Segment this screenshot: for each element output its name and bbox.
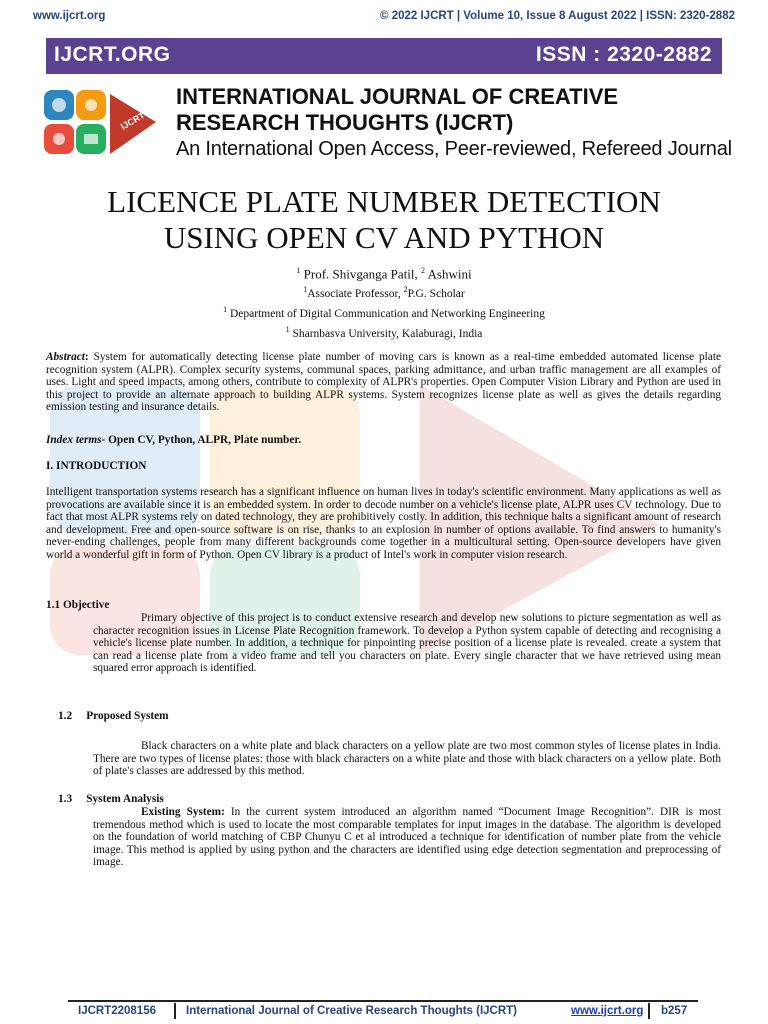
journal-title (176, 84, 736, 136)
paper-title-line1: LICENCE PLATE NUMBER DETECTION (107, 184, 661, 219)
journal-banner (46, 38, 722, 74)
paper-title (40, 184, 728, 256)
objective-paragraph: Primary objective of this project is to conduct extensive research and develop new solutions to picture segmentation as well as character recognition issues in License Plate Recognition framework. To develop a Python system capable of detecting and recognising a vehicle's license plate number. In addition, a technique for pinpointing precise position of a license plate is revealed. create a system that can read a license plate from a video frame and tell you characters on plate. Every single character that we have retrieved using mean squared error approach is identified. (93, 612, 721, 674)
banner-site: IJCRT.ORG (54, 43, 171, 66)
footer-paper-id: IJCRT2208156 (78, 1005, 156, 1017)
header-website[interactable]: www.ijcrt.org (33, 10, 106, 22)
author-roles: $^1$Associate Professor, $^2$P.G. Scholar (303, 285, 465, 301)
header-issue-info: © 2022 IJCRT | Volume 10, Issue 8 August 2022 | ISSN: 2320-2882 (380, 10, 735, 22)
paper-title-line2: USING OPEN CV AND PYTHON (163, 220, 605, 255)
journal-logo (38, 82, 168, 168)
proposed-paragraph: Black characters on a white plate and black characters on a yellow plate are two most common styles of license plates in India. There are two types of license plates: those with black characters on a white plate and those with black characters on a yellow plate. Both of plate's classes are addressed by this method. (93, 740, 721, 777)
page-footer (68, 1000, 698, 1020)
section-heading-proposed: 1.2 Proposed System (58, 710, 169, 722)
abstract: Abstract: System for automatically detecting license plate number of moving cars is known as a real-time embedded automated license plate recognition system (ALPR). Complex security systems, communal spaces, parking admittance, and urban traffic management are all examples of uses. Light and speed impacts, among others, contribute to complexity of ALPR's properties. Open Computer Vision Library and Python are used in this project to provide an alternate approach to building ALPR systems. System recognizes license plate as well as gives the details regarding emission testing and insurance details. (46, 351, 721, 413)
footer-url[interactable]: www.ijcrt.org (571, 1005, 644, 1017)
page-header (33, 10, 735, 26)
banner-issn: ISSN : 2320-2882 (535, 43, 712, 66)
logo-text: IJCRT (119, 110, 147, 132)
section-heading-analysis: 1.3 System Analysis (58, 793, 164, 805)
author-block (40, 263, 728, 342)
author-department: $^1$ Department of Digital Communication and Networking Engineering (223, 305, 545, 320)
index-terms-text: Open CV, Python, ALPR, Plate number. (105, 434, 302, 446)
section-heading-objective: 1.1 Objective (46, 599, 110, 611)
analysis-paragraph (93, 806, 721, 869)
journal-title-line1: INTERNATIONAL JOURNAL OF CREATIVE (176, 84, 619, 109)
journal-subtitle: An International Open Access, Peer-reviewed, Refereed Journal (176, 138, 732, 160)
abstract-label: Abstract (46, 351, 85, 363)
index-terms (46, 434, 721, 447)
existing-system-text: In the current system introduced an algorithm named “Document Image Recognition”. DIR is most tremendous method which is used to locate the most comparable templates for input images in the database. The algorithm is developed on the foundation of world matching of CBP Chunyu C et al introduced a technique for identification of number plate from the vehicle image. This method is applied by using python and the characters are identified using edge detection segmentation and preprocessing of image. (93, 806, 721, 868)
index-terms-label: Index terms- (46, 434, 106, 446)
section-heading-intro: I. INTRODUCTION (46, 460, 147, 472)
journal-title-line2: RESEARCH THOUGHTS (IJCRT) (176, 110, 514, 135)
existing-system-label: Existing System: (141, 806, 225, 818)
footer-page: b257 (661, 1005, 688, 1017)
abstract-text: System for automatically detecting license plate number of moving cars is known as a real-time embedded automated license plate recognition system (ALPR). Complex security systems, communal spaces, parking admittance, and urban traffic management are all examples of uses. Light and speed impacts, among others, contribute to complexity of ALPR's properties. Open Computer Vision Library and Python are used in this project to provide an alternate approach to building ALPR systems. System recognizes license plate as well as gives the details regarding emission testing and insurance details. (46, 351, 721, 413)
author-names: $^1$ Prof. Shivganga Patil, $^2$ Ashwini (296, 266, 472, 282)
intro-paragraph: Intelligent transportation systems research has a significant influence on human lives in today's scientific environment. Many applications as well as provocations are available since it is an embedded system. In order to decode number on a vehicle's license plate, ALPR uses CV technology. Due to fact that most ALPR systems rely on dated technology, they are prohibitively costly. In addition, this technique halts a significant amount of research and development. Free and open-source software is on rise, thanks to an explosion in number of options available. To find answers to humanity's never-ending challenges, people from many different backgrounds come together in a multicultural setting. Open-source developers have given world a wonderful gift in form of Python. Open CV library is a product of Intel's work in computer vision research. (46, 486, 721, 561)
author-university: $^1$ Sharnbasva University, Kalaburagi, India (285, 324, 483, 340)
footer-journal: International Journal of Creative Research Thoughts (IJCRT) (186, 1005, 517, 1017)
